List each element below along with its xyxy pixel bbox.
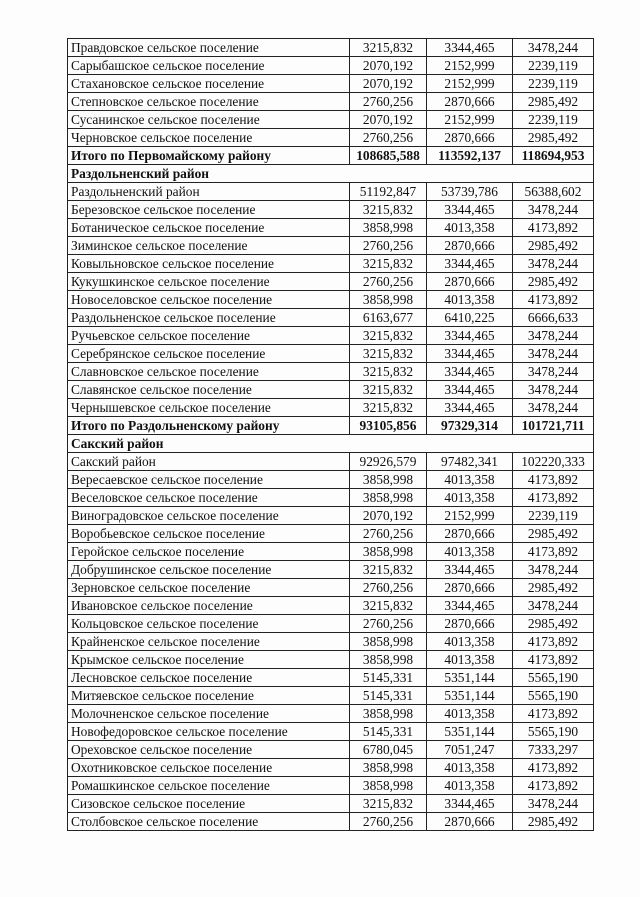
settlement-name-cell: Ручьевское сельское поселение xyxy=(68,327,350,345)
value-cell-year-3: 4173,892 xyxy=(513,759,594,777)
settlement-name-cell: Кольцовское сельское поселение xyxy=(68,615,350,633)
settlement-name-cell: Итого по Первомайскому району xyxy=(68,147,350,165)
settlement-name-cell: Новоселовское сельское поселение xyxy=(68,291,350,309)
value-cell-year-2: 2870,666 xyxy=(427,273,513,291)
value-cell-year-1: 2760,256 xyxy=(350,615,427,633)
settlement-name-cell: Новофедоровское сельское поселение xyxy=(68,723,350,741)
district-title: Раздольненский район xyxy=(68,165,594,183)
value-cell-year-2: 3344,465 xyxy=(427,255,513,273)
value-cell-year-3: 2239,119 xyxy=(513,111,594,129)
value-cell-year-2: 4013,358 xyxy=(427,543,513,561)
value-cell-year-1: 3215,832 xyxy=(350,39,427,57)
table-row xyxy=(68,237,594,255)
settlement-name-cell: Стахановское сельское поселение xyxy=(68,75,350,93)
value-cell-year-1: 5145,331 xyxy=(350,723,427,741)
settlement-name-cell: Крайненское сельское поселение xyxy=(68,633,350,651)
value-cell-year-2: 3344,465 xyxy=(427,39,513,57)
value-cell-year-2: 3344,465 xyxy=(427,795,513,813)
value-cell-year-1: 2070,192 xyxy=(350,507,427,525)
value-cell-year-3: 3478,244 xyxy=(513,201,594,219)
settlement-name-cell: Раздольненское сельское поселение xyxy=(68,309,350,327)
value-cell-year-1: 2760,256 xyxy=(350,237,427,255)
value-cell-year-1: 2070,192 xyxy=(350,57,427,75)
value-cell-year-3: 2239,119 xyxy=(513,507,594,525)
value-cell-year-3: 4173,892 xyxy=(513,471,594,489)
value-cell-year-3: 2239,119 xyxy=(513,57,594,75)
settlement-name-cell: Геройское сельское поселение xyxy=(68,543,350,561)
value-cell-year-1: 3858,998 xyxy=(350,705,427,723)
table-row xyxy=(68,561,594,579)
value-cell-year-2: 7051,247 xyxy=(427,741,513,759)
value-cell-year-3: 3478,244 xyxy=(513,399,594,417)
settlement-name-cell: Степновское сельское поселение xyxy=(68,93,350,111)
value-cell-year-3: 2985,492 xyxy=(513,273,594,291)
settlement-name-cell: Ивановское сельское поселение xyxy=(68,597,350,615)
value-cell-year-3: 4173,892 xyxy=(513,489,594,507)
value-cell-year-3: 4173,892 xyxy=(513,219,594,237)
value-cell-year-1: 2760,256 xyxy=(350,813,427,831)
settlement-name-cell: Ковыльновское сельское поселение xyxy=(68,255,350,273)
table-row xyxy=(68,669,594,687)
table-row xyxy=(68,39,594,57)
value-cell-year-1: 5145,331 xyxy=(350,687,427,705)
district-header-row xyxy=(68,165,594,183)
value-cell-year-3: 2985,492 xyxy=(513,93,594,111)
value-cell-year-2: 2870,666 xyxy=(427,129,513,147)
table-row xyxy=(68,453,594,471)
value-cell-year-3: 7333,297 xyxy=(513,741,594,759)
value-cell-year-2: 53739,786 xyxy=(427,183,513,201)
table-row xyxy=(68,741,594,759)
table-row xyxy=(68,93,594,111)
value-cell-year-3: 3478,244 xyxy=(513,255,594,273)
value-cell-year-2: 4013,358 xyxy=(427,759,513,777)
value-cell-year-1: 3215,832 xyxy=(350,561,427,579)
district-title: Сакский район xyxy=(68,435,594,453)
value-cell-year-2: 2152,999 xyxy=(427,75,513,93)
value-cell-year-3: 2985,492 xyxy=(513,579,594,597)
settlement-name-cell: Сакский район xyxy=(68,453,350,471)
settlement-name-cell: Добрушинское сельское поселение xyxy=(68,561,350,579)
value-cell-year-1: 3858,998 xyxy=(350,543,427,561)
value-cell-year-1: 3215,832 xyxy=(350,201,427,219)
value-cell-year-2: 4013,358 xyxy=(427,633,513,651)
value-cell-year-3: 4173,892 xyxy=(513,777,594,795)
value-cell-year-2: 3344,465 xyxy=(427,327,513,345)
value-cell-year-1: 3215,832 xyxy=(350,399,427,417)
table-row xyxy=(68,75,594,93)
value-cell-year-3: 3478,244 xyxy=(513,327,594,345)
table-row xyxy=(68,813,594,831)
value-cell-year-2: 5351,144 xyxy=(427,669,513,687)
value-cell-year-2: 4013,358 xyxy=(427,219,513,237)
table-row xyxy=(68,255,594,273)
table-row xyxy=(68,327,594,345)
value-cell-year-1: 2760,256 xyxy=(350,129,427,147)
value-cell-year-2: 4013,358 xyxy=(427,471,513,489)
table-row xyxy=(68,507,594,525)
table-row xyxy=(68,615,594,633)
value-cell-year-2: 2152,999 xyxy=(427,507,513,525)
settlement-name-cell: Столбовское сельское поселение xyxy=(68,813,350,831)
settlement-name-cell: Веселовское сельское поселение xyxy=(68,489,350,507)
value-cell-year-1: 3858,998 xyxy=(350,759,427,777)
value-cell-year-1: 3215,832 xyxy=(350,381,427,399)
value-cell-year-3: 4173,892 xyxy=(513,633,594,651)
value-cell-year-1: 6163,677 xyxy=(350,309,427,327)
table-row xyxy=(68,219,594,237)
value-cell-year-2: 2870,666 xyxy=(427,615,513,633)
table-row xyxy=(68,273,594,291)
value-cell-year-2: 6410,225 xyxy=(427,309,513,327)
value-cell-year-3: 3478,244 xyxy=(513,345,594,363)
table-row xyxy=(68,795,594,813)
settlement-name-cell: Молочненское сельское поселение xyxy=(68,705,350,723)
value-cell-year-2: 4013,358 xyxy=(427,489,513,507)
settlement-name-cell: Славновское сельское поселение xyxy=(68,363,350,381)
value-cell-year-3: 3478,244 xyxy=(513,597,594,615)
value-cell-year-1: 3858,998 xyxy=(350,471,427,489)
value-cell-year-3: 2985,492 xyxy=(513,129,594,147)
settlement-name-cell: Итого по Раздольненскому району xyxy=(68,417,350,435)
value-cell-year-2: 4013,358 xyxy=(427,777,513,795)
value-cell-year-3: 5565,190 xyxy=(513,723,594,741)
value-cell-year-1: 2070,192 xyxy=(350,75,427,93)
value-cell-year-2: 3344,465 xyxy=(427,363,513,381)
value-cell-year-1: 2760,256 xyxy=(350,525,427,543)
value-cell-year-2: 2870,666 xyxy=(427,525,513,543)
value-cell-year-3: 118694,953 xyxy=(513,147,594,165)
value-cell-year-3: 2985,492 xyxy=(513,615,594,633)
value-cell-year-3: 4173,892 xyxy=(513,543,594,561)
value-cell-year-3: 4173,892 xyxy=(513,705,594,723)
value-cell-year-3: 3478,244 xyxy=(513,363,594,381)
value-cell-year-1: 3215,832 xyxy=(350,345,427,363)
budget-table xyxy=(67,38,594,831)
value-cell-year-1: 93105,856 xyxy=(350,417,427,435)
value-cell-year-1: 2760,256 xyxy=(350,579,427,597)
total-row xyxy=(68,147,594,165)
settlement-name-cell: Раздольненский район xyxy=(68,183,350,201)
value-cell-year-3: 2239,119 xyxy=(513,75,594,93)
table-row xyxy=(68,363,594,381)
table-row xyxy=(68,381,594,399)
value-cell-year-1: 3858,998 xyxy=(350,651,427,669)
table-row xyxy=(68,759,594,777)
value-cell-year-2: 4013,358 xyxy=(427,705,513,723)
settlement-name-cell: Воробьевское сельское поселение xyxy=(68,525,350,543)
settlement-name-cell: Славянское сельское поселение xyxy=(68,381,350,399)
value-cell-year-1: 2760,256 xyxy=(350,93,427,111)
table-row xyxy=(68,597,594,615)
value-cell-year-2: 3344,465 xyxy=(427,399,513,417)
value-cell-year-1: 3215,832 xyxy=(350,795,427,813)
table-row xyxy=(68,183,594,201)
settlement-name-cell: Серебрянское сельское поселение xyxy=(68,345,350,363)
value-cell-year-2: 3344,465 xyxy=(427,345,513,363)
value-cell-year-2: 5351,144 xyxy=(427,687,513,705)
value-cell-year-2: 2870,666 xyxy=(427,579,513,597)
table-row xyxy=(68,129,594,147)
table-row xyxy=(68,525,594,543)
table-row xyxy=(68,705,594,723)
value-cell-year-1: 3858,998 xyxy=(350,219,427,237)
settlement-name-cell: Ореховское сельское поселение xyxy=(68,741,350,759)
value-cell-year-2: 5351,144 xyxy=(427,723,513,741)
value-cell-year-3: 2985,492 xyxy=(513,525,594,543)
value-cell-year-2: 2152,999 xyxy=(427,111,513,129)
value-cell-year-1: 2070,192 xyxy=(350,111,427,129)
value-cell-year-3: 5565,190 xyxy=(513,687,594,705)
settlement-name-cell: Чернышевское сельское поселение xyxy=(68,399,350,417)
settlement-name-cell: Черновское сельское поселение xyxy=(68,129,350,147)
value-cell-year-2: 3344,465 xyxy=(427,201,513,219)
value-cell-year-3: 4173,892 xyxy=(513,651,594,669)
value-cell-year-3: 4173,892 xyxy=(513,291,594,309)
value-cell-year-2: 4013,358 xyxy=(427,291,513,309)
value-cell-year-1: 6780,045 xyxy=(350,741,427,759)
table-row xyxy=(68,633,594,651)
value-cell-year-2: 2870,666 xyxy=(427,237,513,255)
value-cell-year-1: 2760,256 xyxy=(350,273,427,291)
table-row xyxy=(68,687,594,705)
value-cell-year-1: 51192,847 xyxy=(350,183,427,201)
settlement-name-cell: Митяевское сельское поселение xyxy=(68,687,350,705)
value-cell-year-3: 3478,244 xyxy=(513,381,594,399)
value-cell-year-2: 97329,314 xyxy=(427,417,513,435)
settlement-name-cell: Ботаническое сельское поселение xyxy=(68,219,350,237)
settlement-name-cell: Кукушкинское сельское поселение xyxy=(68,273,350,291)
value-cell-year-2: 2870,666 xyxy=(427,813,513,831)
table-body xyxy=(68,39,594,831)
value-cell-year-1: 3858,998 xyxy=(350,633,427,651)
value-cell-year-1: 3215,832 xyxy=(350,597,427,615)
value-cell-year-1: 3858,998 xyxy=(350,777,427,795)
settlement-name-cell: Вересаевское сельское поселение xyxy=(68,471,350,489)
settlement-name-cell: Зерновское сельское поселение xyxy=(68,579,350,597)
table-row xyxy=(68,579,594,597)
value-cell-year-2: 2870,666 xyxy=(427,93,513,111)
table-row xyxy=(68,57,594,75)
table-row xyxy=(68,651,594,669)
value-cell-year-3: 3478,244 xyxy=(513,39,594,57)
value-cell-year-1: 3858,998 xyxy=(350,291,427,309)
settlement-name-cell: Ромашкинское сельское поселение xyxy=(68,777,350,795)
table-row xyxy=(68,345,594,363)
settlement-name-cell: Сарыбашское сельское поселение xyxy=(68,57,350,75)
value-cell-year-2: 2152,999 xyxy=(427,57,513,75)
table-row xyxy=(68,291,594,309)
value-cell-year-1: 3215,832 xyxy=(350,255,427,273)
value-cell-year-2: 3344,465 xyxy=(427,597,513,615)
settlement-name-cell: Крымское сельское поселение xyxy=(68,651,350,669)
value-cell-year-3: 102220,333 xyxy=(513,453,594,471)
table-row xyxy=(68,201,594,219)
table-row xyxy=(68,309,594,327)
settlement-name-cell: Березовское сельское поселение xyxy=(68,201,350,219)
value-cell-year-1: 108685,588 xyxy=(350,147,427,165)
value-cell-year-2: 4013,358 xyxy=(427,651,513,669)
table-row xyxy=(68,489,594,507)
settlement-name-cell: Виноградовское сельское поселение xyxy=(68,507,350,525)
value-cell-year-1: 92926,579 xyxy=(350,453,427,471)
total-row xyxy=(68,417,594,435)
value-cell-year-3: 5565,190 xyxy=(513,669,594,687)
table-row xyxy=(68,543,594,561)
settlement-name-cell: Сизовское сельское поселение xyxy=(68,795,350,813)
settlement-name-cell: Правдовское сельское поселение xyxy=(68,39,350,57)
value-cell-year-3: 2985,492 xyxy=(513,237,594,255)
table-row xyxy=(68,777,594,795)
value-cell-year-1: 5145,331 xyxy=(350,669,427,687)
value-cell-year-1: 3215,832 xyxy=(350,363,427,381)
settlement-name-cell: Охотниковское сельское поселение xyxy=(68,759,350,777)
value-cell-year-2: 3344,465 xyxy=(427,561,513,579)
value-cell-year-3: 6666,633 xyxy=(513,309,594,327)
table-row xyxy=(68,399,594,417)
value-cell-year-2: 97482,341 xyxy=(427,453,513,471)
value-cell-year-3: 101721,711 xyxy=(513,417,594,435)
settlement-name-cell: Сусанинское сельское поселение xyxy=(68,111,350,129)
value-cell-year-3: 2985,492 xyxy=(513,813,594,831)
value-cell-year-1: 3858,998 xyxy=(350,489,427,507)
value-cell-year-1: 3215,832 xyxy=(350,327,427,345)
value-cell-year-3: 3478,244 xyxy=(513,561,594,579)
value-cell-year-2: 113592,137 xyxy=(427,147,513,165)
settlement-name-cell: Зиминское сельское поселение xyxy=(68,237,350,255)
value-cell-year-3: 56388,602 xyxy=(513,183,594,201)
table-row xyxy=(68,471,594,489)
table-row xyxy=(68,111,594,129)
district-header-row xyxy=(68,435,594,453)
value-cell-year-2: 3344,465 xyxy=(427,381,513,399)
table-row xyxy=(68,723,594,741)
settlement-name-cell: Лесновское сельское поселение xyxy=(68,669,350,687)
value-cell-year-3: 3478,244 xyxy=(513,795,594,813)
